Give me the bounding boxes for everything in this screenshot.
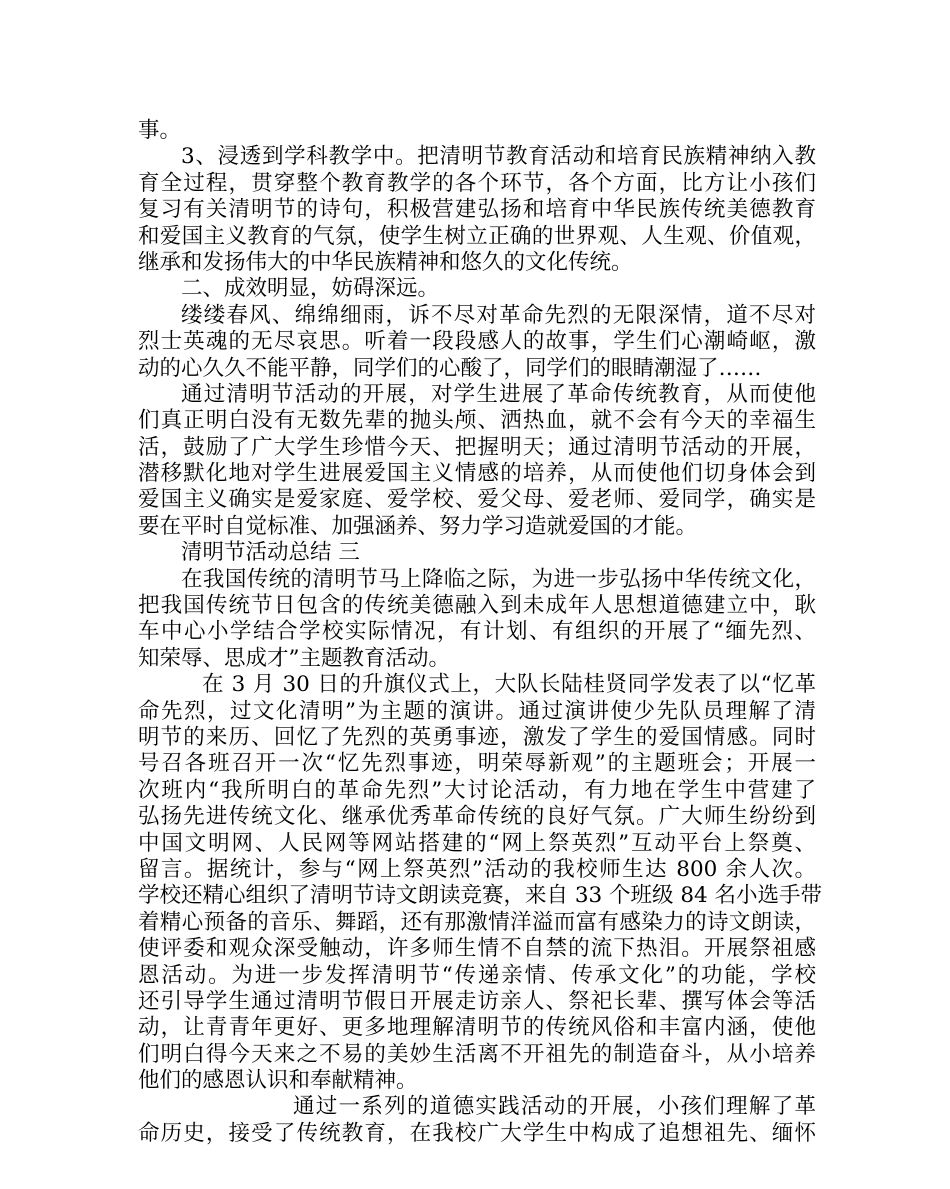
- text-line: 动，让青青年更好、更多地理解清明节的传统风俗和丰富内涵，使他: [138, 1015, 816, 1041]
- text-line: 着精心预备的音乐、舞蹈，还有那激情洋溢而富有感染力的诗文朗读，: [138, 909, 816, 935]
- text-line: 活，鼓励了广大学生珍惜今天、把握明天；通过清明节活动的开展，: [138, 434, 816, 460]
- document-page: [138, 118, 823, 1147]
- text-line: 潜移默化地对学生进展爱国主义情感的培养，从而使他们切身体会到: [138, 461, 816, 487]
- text-line: 恩活动。为进一步发挥清明节“传递亲情、传承文化”的功能，学校: [138, 962, 816, 988]
- text-line: 在 3 月 30 日的升旗仪式上，大队长陆桂贤同学发表了以“忆革: [202, 672, 816, 698]
- text-line: 继承和发扬伟大的中华民族精神和悠久的文化传统。: [138, 249, 633, 275]
- text-line: 学校还精心组织了清明节诗文朗读竞赛，来自 33 个班级 84 名小选手带: [138, 883, 823, 909]
- text-line: 育全过程，贯穿整个教育教学的各个环节，各个方面，比方让小孩们: [138, 170, 816, 196]
- text-line: 车中心小学结合学校实际情况，有计划、有组织的开展了“缅先烈、: [138, 619, 816, 645]
- section-heading: 清明节活动总结 三: [181, 540, 360, 566]
- text-line: 动的心久久不能平静，同学们的心酸了，同学们的眼睛潮湿了……: [138, 355, 762, 381]
- text-line: 号召各班召开一次“忆先烈事迹，明荣辱新观”的主题班会；开展一: [138, 751, 816, 777]
- text-line: 在我国传统的清明节马上降临之际，为进一步弘扬中华传统文化，: [181, 566, 816, 592]
- text-line: 要在平时自觉标准、加强涵养、努力学习造就爱国的才能。: [138, 513, 698, 539]
- text-line: 知荣辱、思成才”主题教育活动。: [138, 645, 450, 671]
- text-line: 通过一系列的道德实践活动的开展，小孩们理解了革: [293, 1094, 816, 1120]
- text-line: 命历史，接受了传统教育，在我校广大学生中构成了追想祖先、缅怀: [138, 1120, 816, 1146]
- text-line: 还引导学生通过清明节假日开展走访亲人、祭祀长辈、撰写体会等活: [138, 988, 816, 1014]
- text-line: 留言。据统计，参与“网上祭英烈”活动的我校师生达 800 余人次。: [138, 856, 816, 882]
- text-line: 和爱国主义教育的气氛，使学生树立正确的世界观、人生观、价值观，: [138, 223, 816, 249]
- text-line: 中国文明网、人民网等网站搭建的“网上祭英烈”互动平台上祭奠、: [138, 830, 816, 856]
- text-line: 弘扬先进传统文化、继承优秀革命传统的良好气氛。广大师生纷纷到: [138, 804, 816, 830]
- text-line: 次班内“我所明白的革命先烈”大讨论活动，有力地在学生中营建了: [138, 777, 816, 803]
- text-line: 明节的来历、回忆了先烈的英勇事迹，激发了学生的爱国情感。同时: [138, 724, 816, 750]
- text-line: 烈士英魂的无尽哀思。听着一段段感人的故事，学生们心潮崎岖，激: [138, 329, 816, 355]
- text-line: 命先烈，过文化清明”为主题的演讲。通过演讲使少先队员理解了清: [138, 698, 816, 724]
- text-line: 们明白得今天来之不易的美妙生活离不开祖先的制造奋斗，从小培养: [138, 1041, 816, 1067]
- text-line: 事。: [138, 118, 182, 143]
- text-line: 3、浸透到学科教学中。把清明节教育活动和培育民族精神纳入教: [181, 144, 816, 170]
- text-line: 把我国传统节日包含的传统美德融入到未成年人思想道德建立中，耿: [138, 593, 816, 619]
- text-line: 通过清明节活动的开展，对学生进展了革命传统教育，从而使他: [181, 381, 816, 407]
- text-line: 他们的感恩认识和奉献精神。: [138, 1068, 418, 1094]
- text-line: 缕缕春风、绵绵细雨，诉不尽对革命先烈的无限深情，道不尽对: [181, 302, 816, 328]
- section-heading: 二、成效明显，妨碍深远。: [181, 276, 440, 302]
- text-line: 使评委和观众深受触动，许多师生情不自禁的流下热泪。开展祭祖感: [138, 936, 816, 962]
- text-line: 们真正明白没有无数先辈的抛头颅、洒热血，就不会有今天的幸福生: [138, 408, 816, 434]
- text-line: 爱国主义确实是爱家庭、爱学校、爱父母、爱老师、爱同学，确实是: [138, 487, 816, 513]
- text-line: 复习有关清明节的诗句，积极营建弘扬和培育中华民族传统美德教育: [138, 197, 816, 223]
